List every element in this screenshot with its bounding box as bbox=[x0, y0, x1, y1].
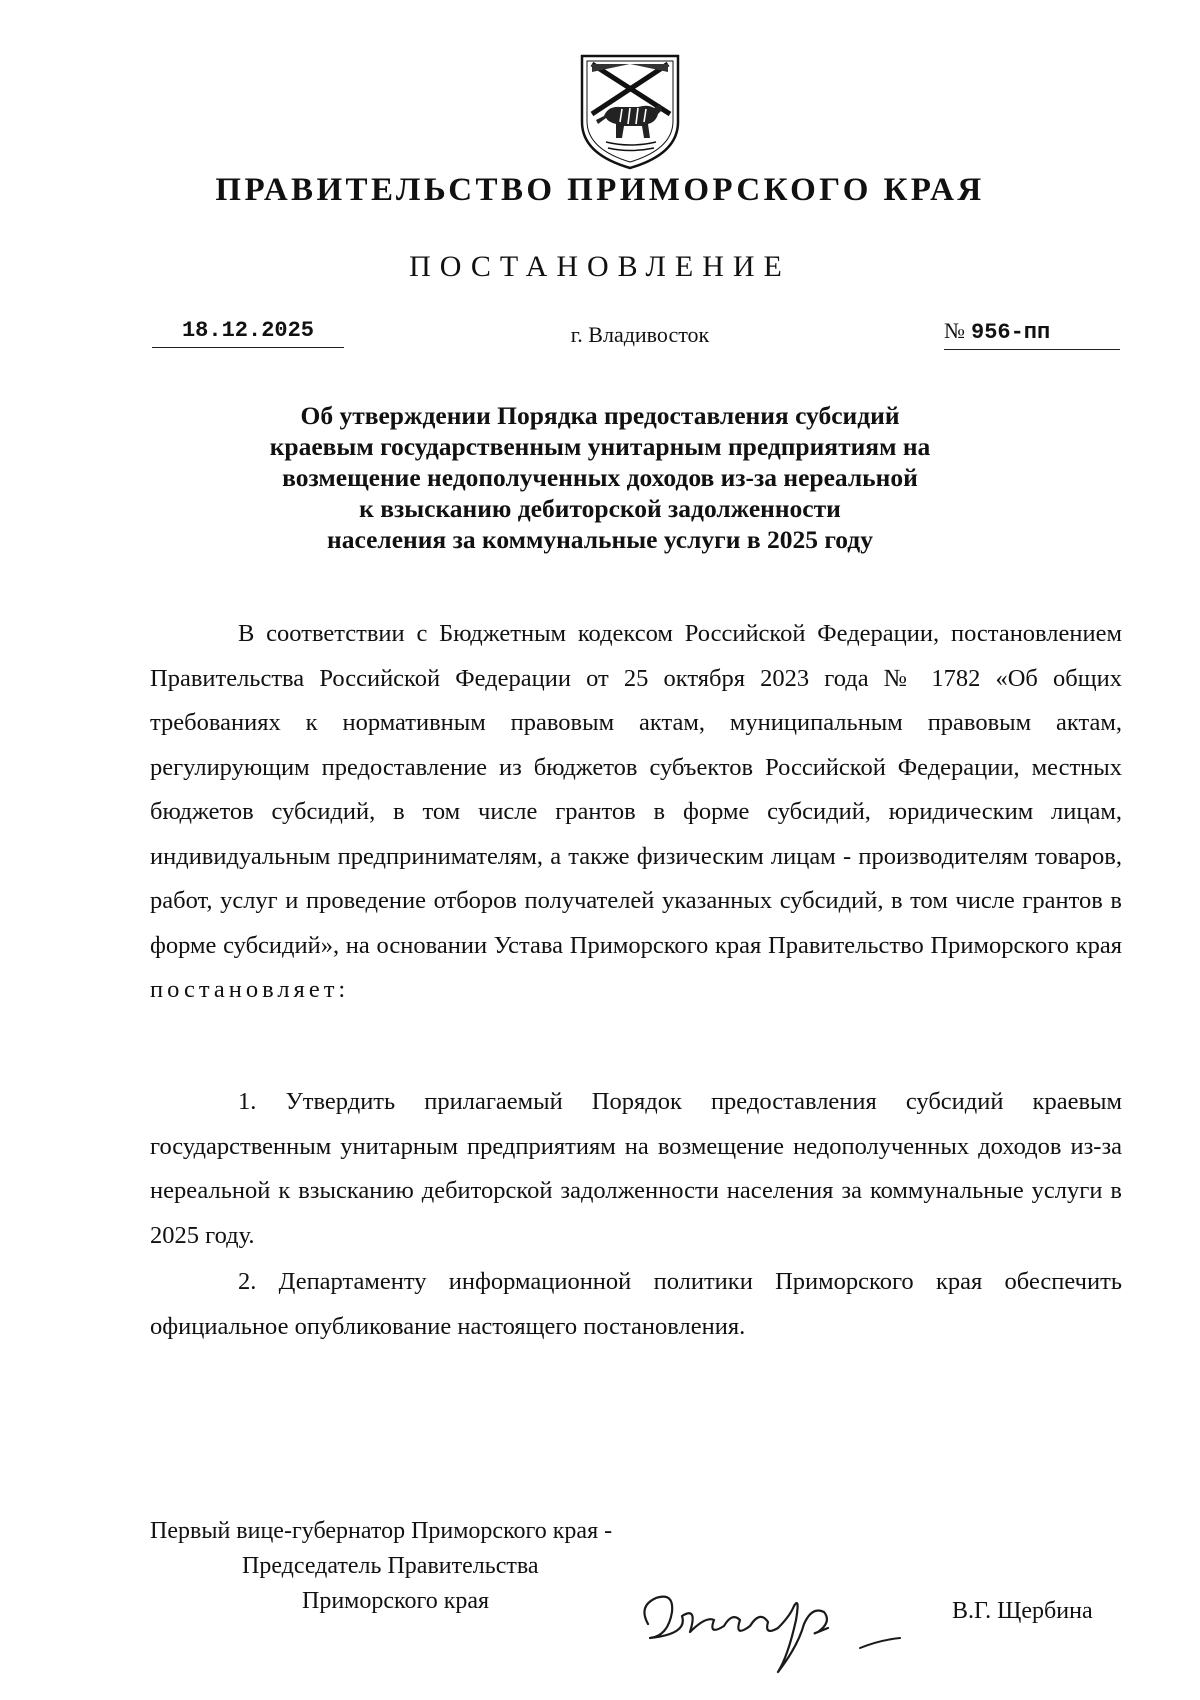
heading-line: Об утверждении Порядка предоставления субсидий bbox=[300, 401, 900, 430]
resolves-word: постановляет: bbox=[150, 976, 350, 1003]
number-value: 956-пп bbox=[971, 320, 1051, 345]
government-title: ПРАВИТЕЛЬСТВО ПРИМОРСКОГО КРАЯ bbox=[215, 172, 985, 208]
position-line: Приморского края bbox=[302, 1588, 490, 1614]
item-2-paragraph bbox=[150, 1260, 1122, 1349]
preamble-text: В соответствии с Бюджетным кодексом Российской Федерации, постановлением Правительства Российской Федерации от 25 октября 2023 года № 1782 «Об общих требованиях к нормативным правовым актам, муниципальным правовым актам, регулирующим предоставление из бюджетов субъектов Российской Федерации, местных бюджетов субсидий, в том числе грантов в форме субсидий, юридическим лицам, индивидуальным предпринимателям, а также физическим лицам - производителям товаров, работ, услуг и проведение отборов получателей указанных субсидий, в том числе грантов в форме субсидий», на основании Устава Приморского края Правительство Приморского края bbox=[150, 620, 1122, 959]
heading-line: краевым государственным унитарным предприятиям на bbox=[269, 432, 931, 461]
item-1-paragraph bbox=[150, 1080, 1122, 1258]
preamble-paragraph bbox=[150, 612, 1122, 1013]
number-sign: № bbox=[944, 318, 965, 343]
document-date: 18.12.2025 bbox=[152, 318, 344, 348]
document-type: ПОСТАНОВЛЕНИЕ bbox=[409, 250, 791, 283]
item-2-text: 2. Департаменту информационной политики Приморского края обеспечить официальное опубликование настоящего постановления. bbox=[150, 1268, 1122, 1340]
position-line: Председатель Правительства bbox=[242, 1553, 539, 1579]
heading-line: к взысканию дебиторской задолженности bbox=[359, 494, 841, 523]
heading-line: возмещение недополученных доходов из-за нереальной bbox=[282, 463, 918, 492]
document-city: г. Владивосток bbox=[570, 322, 710, 347]
document-heading bbox=[180, 400, 1020, 555]
signer-name: В.Г. Щербина bbox=[952, 1598, 1093, 1624]
position-line: Первый вице-губернатор Приморского края - bbox=[150, 1518, 613, 1544]
item-1-text: 1. Утвердить прилагаемый Порядок предоставления субсидий краевым государственным унитарным предприятиям на возмещение недополученных доходов из-за нереальной к взысканию дебиторской задолженности населения за коммунальные услуги в 2025 году. bbox=[150, 1088, 1122, 1249]
handwritten-signature bbox=[628, 1576, 928, 1676]
document-number bbox=[944, 318, 1120, 350]
heading-line: населения за коммунальные услуги в 2025 году bbox=[327, 525, 873, 554]
coat-of-arms-icon bbox=[578, 52, 682, 172]
